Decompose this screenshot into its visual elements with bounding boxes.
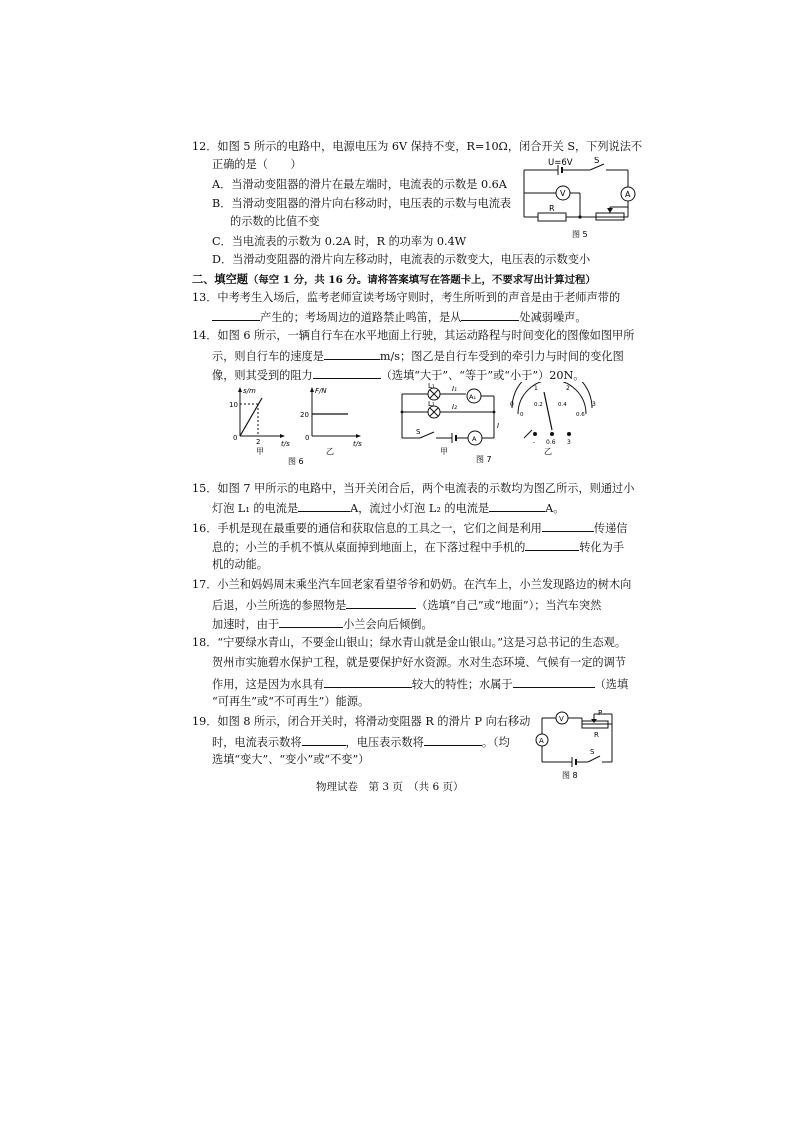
q17-text-b: （选填“自己”或“地面”）；当汽车突然: [416, 599, 602, 612]
q14-text-d: （选填“大于”、“等于”或“小于”）20N。: [380, 369, 585, 382]
q18-text-b: 较大的特性；水属于: [411, 678, 513, 691]
q16-text-a: 16．手机是现在最重要的通信和获取信息的工具之一，它们之间是利用: [192, 522, 542, 535]
fig5-caption: 图 5: [572, 230, 588, 239]
fig7-I-label: I: [497, 422, 500, 430]
fig5-resistor-label: R: [549, 204, 555, 213]
fig8-ammeter-label: A: [539, 737, 544, 745]
junction-dot: [578, 215, 581, 218]
fig6a-xtick: 2: [256, 438, 261, 446]
fig7-scale-bottom-1: 0.2: [534, 402, 543, 408]
fig7-caption: 图 7: [476, 455, 492, 464]
q15-text-b: A，流过小灯泡 L₂ 的电流是: [350, 502, 490, 515]
q13-blank-2[interactable]: [461, 309, 519, 321]
q16-text-c: 息的；小兰的手机不慎从桌面掉到地面上，在下落过程中手机的: [212, 541, 526, 554]
fig7-scale-bottom-2: 0.4: [558, 402, 567, 408]
fig7-scale-bottom-3: 0.6: [576, 412, 585, 418]
q13-line1: 13．中考考生入场后，监考老师宣读考场守则时，考生所听到的声音是由于老师声带的: [192, 291, 621, 304]
q19-text-b: ，电压表示数将: [345, 736, 424, 749]
fig6b-ytick: 20: [300, 411, 309, 419]
q18-line1: 18．“宁要绿水青山，不要金山银山；绿水青山就是金山银山。”这是习总书记的生态观。: [192, 636, 627, 649]
fig7-scale-top-2: 2: [566, 385, 570, 392]
x-axis-arrow-icon: [280, 434, 285, 438]
fig7-sub-b: 乙: [544, 447, 552, 456]
q15-text-c: A。: [545, 502, 565, 515]
q13-text-c: 处减弱噪声。: [519, 311, 587, 324]
q15-line1: 15．如图 7 甲所示的电路中，当开关闭合后，两个电流表的示数均为图乙所示，则通过小: [192, 482, 635, 495]
fig6a-ylabel: s/m: [243, 387, 256, 395]
fig7-scale-top-1: 1: [534, 385, 538, 392]
fig6b-origin: 0: [305, 434, 310, 442]
q14-line2: [212, 348, 624, 364]
fig7-ammeter-a-label: A: [472, 435, 477, 443]
fig7-terminal-3: 3: [567, 439, 571, 446]
q16-blank-1[interactable]: [542, 520, 594, 532]
q18-blank-1[interactable]: [324, 676, 412, 688]
q19-blank-current[interactable]: [302, 734, 346, 746]
fig7-sub-a: 甲: [440, 447, 448, 456]
fig8-resistor-label: R: [594, 731, 599, 739]
fig5-voltage-label: U=6V: [548, 158, 573, 168]
q15-text-a: 灯泡 L₁ 的电流是: [212, 502, 299, 515]
fig5-voltmeter-label: V: [560, 189, 566, 198]
fig6b-xlabel: t/s: [353, 440, 362, 448]
q17-blank-2[interactable]: [279, 616, 343, 628]
figure-8-circuit: [528, 706, 622, 780]
fig7-L2-label: L₂: [428, 400, 435, 408]
q18-text-a: 作用，这是因为水具有: [212, 678, 324, 691]
terminal-dot: [567, 432, 571, 436]
q14-text-c: 像，则其受到的阻力: [212, 369, 313, 382]
fig5-switch-label: S: [594, 157, 600, 166]
fig7-ammeter-a1-label: A₁: [469, 393, 477, 401]
q15-blank-L2[interactable]: [489, 500, 545, 512]
fig7-terminal-06: 0.6: [546, 439, 556, 446]
fig6a-xlabel: t/s: [281, 440, 290, 448]
q14-line3: [212, 367, 584, 383]
q17-text-c: 加速时，由于: [212, 618, 280, 631]
q17-text-a: 后退，小兰所选的参照物是: [212, 599, 347, 612]
section-2-note: （每空 1 分，共 16 分。请将答案填写在答题卡上，不要求写出计算过程）: [247, 274, 596, 286]
fig7-switch-label: S: [416, 428, 421, 436]
q16-text-b: 传递信: [593, 522, 628, 535]
page-footer: 物理试卷 第 3 页 （共 6 页）: [316, 781, 464, 793]
fig6a-ytick: 10: [229, 401, 238, 409]
q14-blank-resistance[interactable]: [313, 367, 381, 379]
q18-blank-2[interactable]: [513, 676, 595, 688]
q19-text-c: 。（均: [481, 736, 510, 749]
fig8-voltmeter-label: V: [559, 715, 564, 723]
q17-line2: [212, 597, 601, 613]
x-axis-arrow-icon: [356, 434, 361, 438]
fig5-ammeter-label: A: [625, 190, 631, 199]
fig7-terminal-neg: -: [533, 439, 536, 446]
q15-blank-L1[interactable]: [298, 500, 350, 512]
q12-option-a: A．当滑动变阻器的滑片在最左端时，电流表的示数是 0.6A: [212, 178, 507, 191]
fig6b-sublabel: 乙: [326, 447, 334, 456]
junction-dot: [493, 411, 496, 414]
q18-line4: “可再生”或“不可再生”）能源。: [212, 695, 370, 708]
q19-text-a: 时，电流表示数将: [212, 736, 302, 749]
figure-5-circuit: [518, 157, 643, 245]
fig7-I1-label: I₁: [452, 385, 457, 393]
q12-option-b-line2: 的示数的比值不变: [230, 215, 320, 228]
q12-option-b-line1: B．当滑动变阻器的滑片向右移动时，电压表的示数与电流表: [212, 197, 512, 210]
fig7-scale-top-3: 3: [592, 401, 596, 408]
q15-line2: [212, 500, 564, 516]
q17-line3: [212, 616, 433, 632]
fig6a-origin: 0: [233, 434, 238, 442]
q17-text-d: 小兰会向后倾倒。: [343, 618, 433, 631]
q16-text-d: 转化为手: [579, 541, 625, 554]
q16-line3: 机的动能。: [212, 558, 268, 571]
q14-text-b: m/s；图乙是自行车受到的牵引力与时间的变化图: [379, 350, 624, 363]
fig6b-ylabel: F/N: [315, 387, 327, 395]
q13-line2: [212, 309, 587, 325]
q12-stem-line1: 12．如图 5 所示的电路中，电源电压为 6V 保持不变，R=10Ω，闭合开关 S，下列说法不: [192, 140, 643, 153]
fig8-switch-label: S: [590, 748, 595, 756]
section-2-heading: [192, 272, 596, 287]
slider-arrow-icon: [607, 208, 613, 213]
y-axis-arrow-icon: [310, 387, 314, 392]
fig6a-sublabel: 甲: [256, 447, 264, 456]
q14-line1: 14．如图 6 所示，一辆自行车在水平地面上行驶，其运动路程与时间变化的图像如图甲所: [192, 329, 635, 342]
q12-option-c: C．当电流表的示数为 0.2A 时，R 的功率为 0.4W: [212, 235, 467, 248]
junction-dot: [401, 411, 404, 414]
figure-6-graphs: [226, 384, 366, 468]
fig8-slider-label: P: [598, 709, 603, 717]
q12-stem-line2: 正确的是（ ）: [212, 158, 302, 171]
q13-blank-1[interactable]: [212, 309, 260, 321]
terminal-dot: [550, 432, 554, 436]
fig7-scale-bottom-0: 0: [520, 412, 524, 418]
q16-blank-2[interactable]: [525, 539, 579, 551]
q16-line2: [212, 539, 624, 555]
fig8-caption: 图 8: [562, 771, 578, 780]
fig7-L1-label: L₁: [428, 382, 435, 390]
q14-text-a: 示，则自行车的速度是: [212, 350, 324, 363]
terminal-dot: [533, 432, 537, 436]
q19-line1: 19．如图 8 所示，闭合开关时，将滑动变阻器 R 的滑片 P 向右移动: [192, 715, 531, 728]
q17-blank-1[interactable]: [346, 597, 416, 609]
q14-blank-speed[interactable]: [324, 348, 380, 360]
y-axis-arrow-icon: [238, 387, 242, 392]
fig6-caption: 图 6: [288, 457, 304, 466]
q12-option-d: D．当滑动变阻器的滑片向左移动时，电流表的示数变大，电压表的示数变小: [212, 253, 591, 266]
fig7-I2-label: I₂: [452, 403, 457, 411]
fig7-scale-top-0: 0: [510, 401, 514, 408]
q17-line1: 17．小兰和妈妈周末乘坐汽车回老家看望爷爷和奶奶。在汽车上，小兰发现路边的树木向: [192, 578, 632, 591]
q19-blank-voltage[interactable]: [424, 734, 482, 746]
q18-line2: 贺州市实施碧水保护工程，就是要保护好水资源。水对生态环境、气候有一定的调节: [212, 656, 626, 669]
q18-text-c: （选填: [594, 678, 629, 691]
q19-line2: [212, 734, 510, 750]
q16-line1: [192, 520, 627, 536]
q19-line3: 选填“变大”、“变小”或“不变”）: [212, 753, 370, 766]
section-2-title: 二、填空题: [192, 272, 248, 286]
q18-line3: [212, 676, 628, 692]
figure-7-circuit: [394, 382, 606, 468]
q13-text-b: 产生的；考场周边的道路禁止鸣笛，是从: [260, 311, 462, 324]
